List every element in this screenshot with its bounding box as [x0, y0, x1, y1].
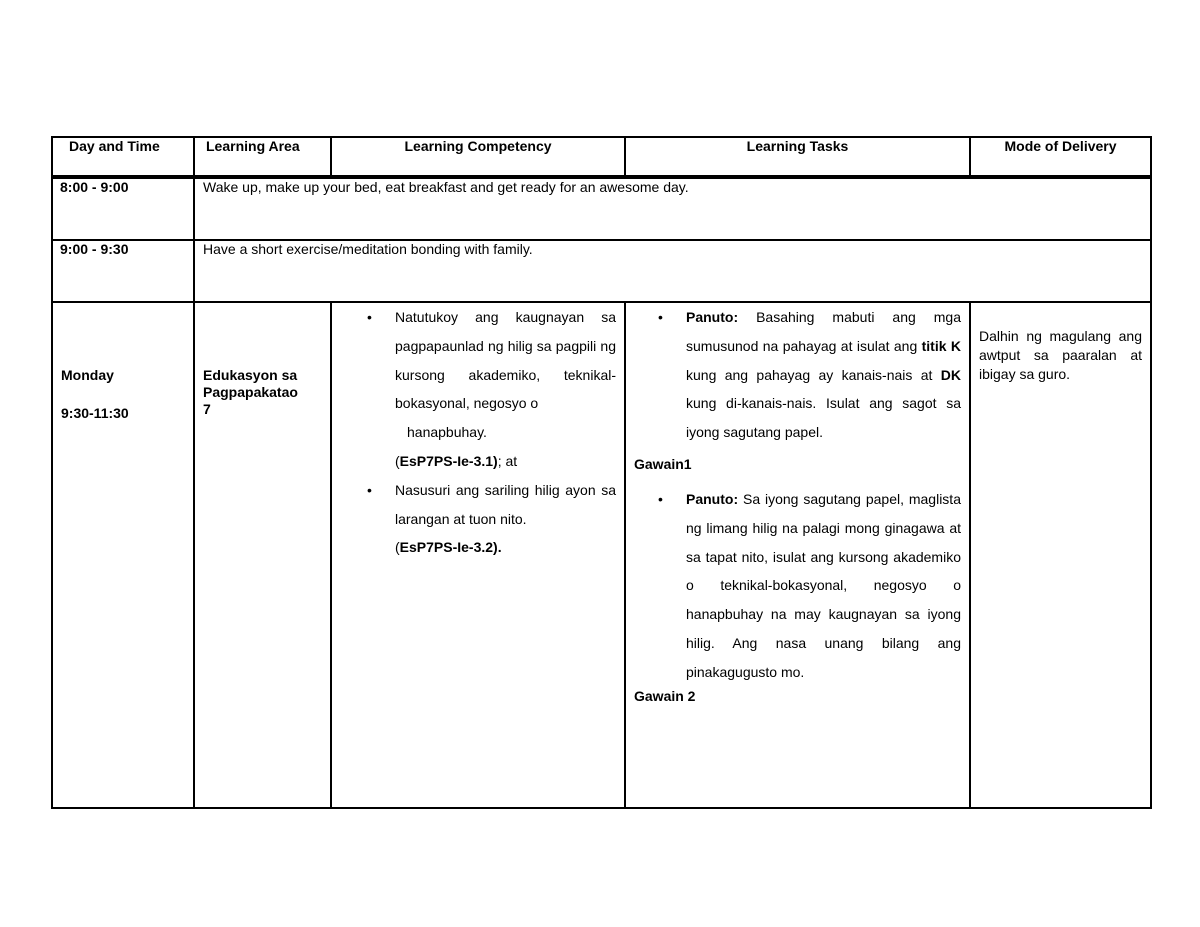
- competency-code-line: [395, 447, 616, 476]
- code-paren: (: [395, 539, 400, 556]
- day-time-cell: [52, 302, 194, 808]
- row-time: 9:00 - 9:30: [52, 240, 194, 302]
- gawain-heading: Gawain1: [634, 455, 692, 472]
- row-note: Have a short exercise/meditation bonding with family.: [194, 240, 1151, 302]
- learning-competency-cell: [331, 302, 625, 808]
- task-text: kung di-kanais-nais. Isulat ang sagot sa iyong sagutang papel.: [686, 395, 961, 441]
- code-tail: ; at: [497, 452, 518, 469]
- weekly-learning-plan-table: [51, 136, 1152, 809]
- header-learning-tasks: Learning Tasks: [625, 137, 970, 177]
- task-text: Sa iyong sagutang papel, maglista ng limang hilig na palagi mong ginagawa at sa tapat nito, isulat ang kursong akademiko o teknikal-bokasyonal, negosyo o hanapbuhay na may kaugnayan sa iyong hilig. Ang nasa unang bilang ang pinakagugusto mo.: [686, 490, 961, 680]
- competency-code: EsP7PS-Ie-3.1): [399, 452, 498, 469]
- list-item: [634, 485, 961, 687]
- table-row: [52, 177, 1151, 240]
- task-text: Basahing mabuti ang mga sumusunod na pahayag at isulat ang: [686, 309, 961, 354]
- learning-tasks-cell: [625, 302, 970, 808]
- header-day-and-time: Day and Time: [52, 137, 194, 177]
- task-bold-text: titik K: [921, 337, 961, 354]
- day-label: Monday: [61, 367, 114, 383]
- bullet-icon: •: [658, 490, 663, 507]
- competency-text: Nasusuri ang sariling hilig ayon sa larangan at tuon nito.: [395, 481, 616, 527]
- header-mode-of-delivery: Mode of Delivery: [970, 137, 1151, 177]
- header-learning-competency: Learning Competency: [331, 137, 625, 177]
- competency-text-cont: hanapbuhay.: [407, 424, 487, 441]
- gawain-heading: Gawain 2: [634, 687, 696, 704]
- table-row: [52, 240, 1151, 302]
- panuto-label: Panuto:: [686, 309, 739, 325]
- competency-text: Natutukoy ang kaugnayan sa pagpapaunlad ng hilig sa pagpili ng kursong akademiko, teknikal-bokasyonal, negosyo o: [395, 309, 616, 412]
- mode-of-delivery-cell: Dalhin ng magulang ang awtput sa paaralan at ibigay sa guro.: [970, 302, 1151, 808]
- learning-area-line: 7: [203, 401, 211, 417]
- code-paren: (: [395, 452, 400, 469]
- row-note: Wake up, make up your bed, eat breakfast and get ready for an awesome day.: [194, 177, 1151, 240]
- tasks-list: [634, 303, 961, 447]
- task-text: kung ang pahayag ay kanais-nais at: [686, 366, 941, 383]
- tasks-list: [634, 485, 961, 687]
- bullet-icon: •: [367, 309, 372, 325]
- competency-code-line: [395, 533, 616, 562]
- list-item: [342, 476, 616, 562]
- list-item: [342, 303, 616, 476]
- table-header-row: [52, 137, 1151, 177]
- list-item: [634, 303, 961, 447]
- header-learning-area: Learning Area: [194, 137, 331, 177]
- task-bold-text: DK: [940, 366, 961, 383]
- bullet-icon: •: [658, 309, 663, 325]
- row-time: 8:00 - 9:00: [52, 177, 194, 240]
- bullet-icon: •: [367, 481, 372, 498]
- table-row-monday: [52, 302, 1151, 808]
- competency-code: EsP7PS-Ie-3.2).: [399, 539, 502, 556]
- learning-area-line: Edukasyon sa: [203, 367, 298, 383]
- competency-list: [342, 303, 616, 562]
- learning-area-cell: [194, 302, 331, 808]
- time-slot: 9:30-11:30: [61, 405, 129, 421]
- learning-area-line: Pagpapakatao: [203, 384, 298, 400]
- panuto-label: Panuto:: [686, 490, 739, 507]
- learning-area-name: [203, 367, 323, 418]
